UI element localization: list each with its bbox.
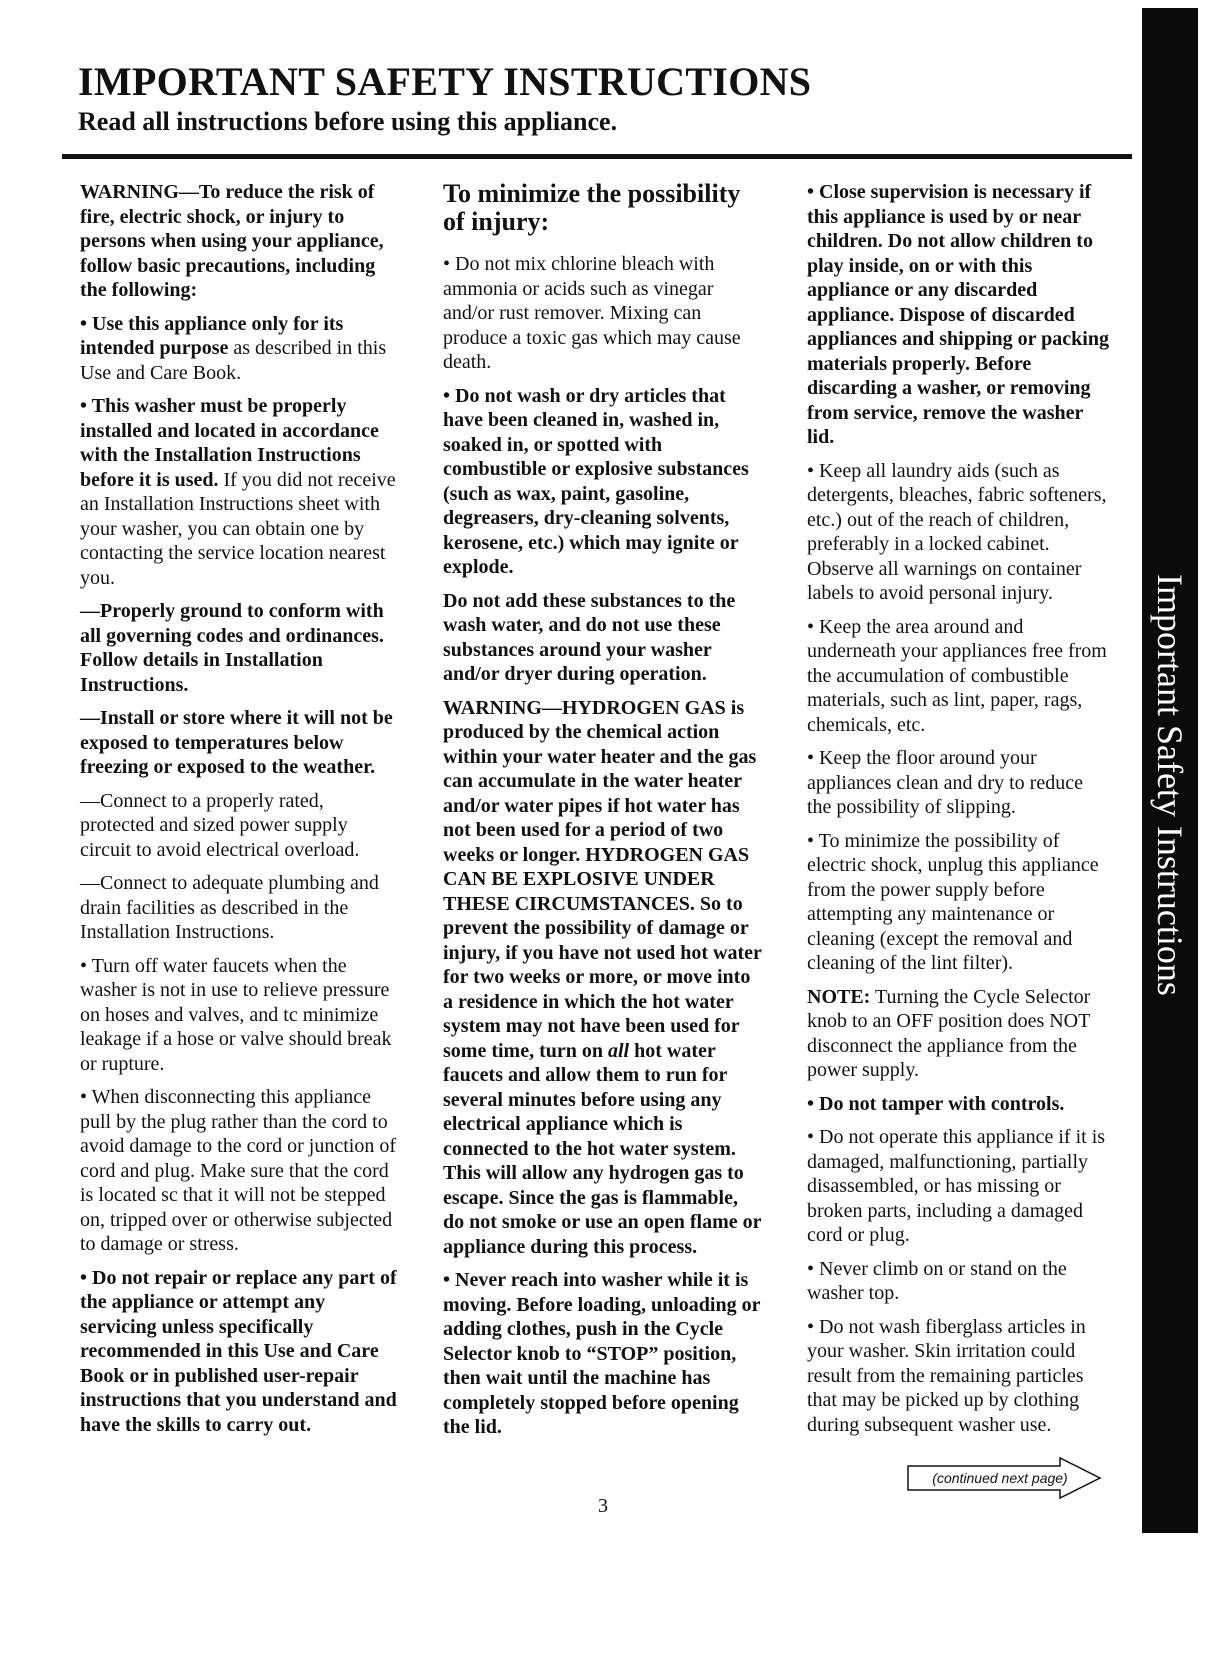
column-middle — [443, 180, 763, 1449]
area-paragraph: • Keep the area around and underneath your appliances free from the accumulation of combustible materials, such as lint, paper, rags, chemicals, etc. — [807, 615, 1107, 736]
tamper-paragraph: • Do not tamper with controls. — [807, 1092, 1065, 1115]
plumbing-paragraph: —Connect to adequate plumbing and drain facilities as described in the Installation Instructions. — [80, 872, 379, 943]
supervision-paragraph: • Close supervision is necessary if this appliance is used by or near children. Do not allow children to play inside, on or with this appliance or any discarded appliance. Dispose of discarded appliances and shipping or packing materials properly. Before discarding a washer, or removing from service, remove the washer lid. — [807, 181, 1109, 448]
hydrogen-text-b: hot water faucets and allow them to run for several minutes before using any electrical appliance which is connected to the hot water system. This will allow any hydrogen gas to escape. Since the gas is flammable, do not smoke or use an open flame or appliance during this process. — [443, 1039, 762, 1258]
installation-paragraph — [80, 394, 400, 590]
repair-paragraph: • Do not repair or replace any part of the appliance or attempt any servicing unless specifically recommended in this Use and Care Book or in published user-repair instructions that you understand and have the skills to carry out. — [80, 1266, 397, 1436]
disconnect-paragraph: • When disconnecting this appliance pull by the plug rather than the cord to avoid damage to the cord or junction of cord and plug. Make sure that the cord is located sc that it will not be stepped on, tripped over or otherwise subjected to damage or stress. — [80, 1086, 397, 1255]
intended-use-bold: • Use this appliance only for its intended purpose — [80, 312, 344, 359]
electric-shock-paragraph: • To minimize the possibility of electric shock, unplug this appliance from the power supply before attempting any maintenance or cleaning (except the removal and cleaning of the lint filter). — [807, 829, 1099, 974]
hydrogen-emphasis: all — [607, 1039, 630, 1062]
faucets-paragraph: • Turn off water faucets when the washer is not in use to relieve pressure on hoses and valves, and tc minimize leakage if a hose or valve should break or rupture. — [80, 954, 392, 1075]
intended-use-rest: as described in this Use and Care Book. — [80, 337, 387, 384]
page-title: IMPORTANT SAFETY INSTRUCTIONS — [78, 59, 812, 104]
laundry-aids-paragraph: • Keep all laundry aids (such as detergents, bleaches, fabric softeners, etc.) out of the reach of children, preferably in a locked cabinet. Observe all warnings on container labels to avoid personal injury. — [807, 459, 1107, 604]
section-heading: To minimize the possibility of injury: — [443, 179, 741, 236]
never-reach-paragraph: • Never reach into washer while it is moving. Before loading, unloading or adding clothes, push in the Cycle Selector knob to “STOP” position, then wait until the machine has completely stopped before opening the lid. — [443, 1269, 761, 1438]
power-supply-paragraph: —Connect to a properly rated, protected and sized power supply circuit to avoid electrical overload. — [80, 789, 360, 861]
page-number: 3 — [598, 1495, 608, 1517]
substances-paragraph: Do not add these substances to the wash water, and do not use these substances around your washer and/or dryer during operation. — [443, 589, 736, 685]
fiberglass-paragraph: • Do not wash fiberglass articles in your washer. Skin irritation could result from the remaining particles that may be picked up by clothing during subsequent washer use. — [807, 1315, 1086, 1436]
header-rule — [62, 154, 1132, 159]
installation-bold: • This washer must be properly installed and located in accordance with the Installation Instructions before it is used. — [80, 395, 379, 491]
combustible-paragraph: • Do not wash or dry articles that have been cleaned in, washed in, soaked in, or spotted with combustible or explosive substances (such as wax, paint, gasoline, degreasers, dry-cleaning solvents, kerosene, etc.) which may ignite or explode. — [443, 384, 749, 578]
floor-paragraph: • Keep the floor around your appliances clean and dry to reduce the possibility of slipping. — [807, 747, 1083, 818]
climb-paragraph: • Never climb on or stand on the washer top. — [807, 1257, 1067, 1304]
note-label: NOTE: — [807, 985, 871, 1008]
note-paragraph — [807, 985, 1112, 1083]
continued-arrow — [906, 1456, 1106, 1500]
installation-rest: If you did not receive an Installation Instructions sheet with your washer, you can obtain one by contacting the service location nearest you. — [80, 468, 396, 589]
bleach-paragraph: • Do not mix chlorine bleach with ammonia or acids such as vinegar and/or rust remover. Mixing can produce a toxic gas which may cause death. — [443, 253, 741, 373]
warning-intro: WARNING—To reduce the risk of fire, electric shock, or injury to persons when using your appliance, follow basic precautions, including the following: — [80, 181, 384, 301]
damaged-paragraph: • Do not operate this appliance if it is damaged, malfunctioning, partially disassembled, or has missing or broken parts, including a damaged cord or plug. — [807, 1126, 1106, 1246]
hydrogen-warning-paragraph — [443, 696, 763, 1260]
column-right — [807, 180, 1112, 1446]
hydrogen-text-a: WARNING—HYDROGEN GAS is produced by the chemical action within your water heater and the gas can accumulate in the water heater and/or water pipes if hot water has not been used for a period of two weeks or longer. HYDROGEN GAS CAN BE EXPLOSIVE UNDER THESE CIRCUMSTANCES. So to prevent the possibility of damage or injury, if you have not used hot water for two weeks or more, or move into a residence in which the hot water system may not have been used for some time, turn on — [443, 696, 762, 1062]
install-store-paragraph: —Install or store where it will not be exposed to temperatures below freezing or exposed to the weather. — [80, 707, 393, 778]
ground-paragraph: —Properly ground to conform with all governing codes and ordinances. Follow details in Installation Instructions. — [80, 600, 384, 696]
side-tab-label: Important Safety Instructions — [1150, 574, 1190, 996]
note-text: Turning the Cycle Selector knob to an OFF position does NOT disconnect the appliance from the power supply. — [807, 985, 1091, 1081]
continued-label: (continued next page) — [932, 1470, 1068, 1486]
page-subtitle: Read all instructions before using this appliance. — [78, 107, 618, 136]
column-left — [80, 180, 400, 1446]
intended-use-paragraph — [80, 312, 400, 386]
